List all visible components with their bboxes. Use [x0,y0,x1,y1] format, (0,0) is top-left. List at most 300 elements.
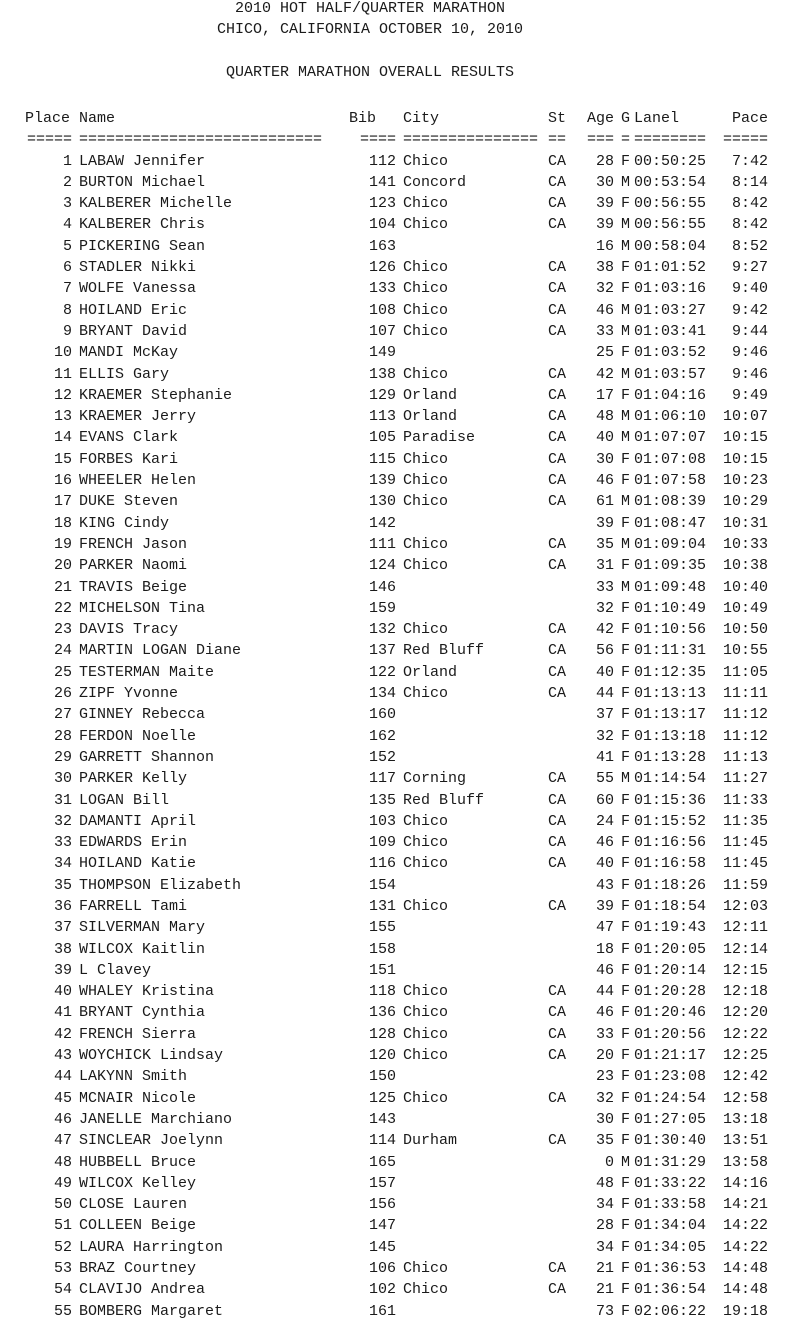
bib-cell: 102 [368,1281,396,1299]
state-cell [548,598,576,619]
lanel-time-cell: 00:56:55 [634,216,707,234]
state-cell [548,1152,576,1173]
age-cell: 47 [595,919,614,937]
place-cell: 14 [53,429,72,447]
age-cell: 33 [595,1025,614,1043]
name-cell: CLOSE Lauren [79,1196,188,1214]
pace-cell: 10:23 [722,472,768,490]
bib-cell: 107 [368,322,396,340]
table-row [25,1194,768,1215]
age-cell: 32 [595,1089,614,1107]
bib-cell: 161 [368,1302,396,1320]
gender-cell: F [621,685,631,703]
pace-cell: 12:58 [722,1089,768,1107]
state-cell [548,747,576,768]
pace-cell: 12:20 [722,1004,768,1022]
pace-cell: 11:13 [722,748,768,766]
city-cell: Corning [403,770,467,788]
age-cell: 24 [595,812,614,830]
state-cell: CA [548,1025,567,1043]
name-cell: L Clavey [79,961,152,979]
place-cell: 26 [53,685,72,703]
state-cell: CA [548,557,567,575]
age-cell: 20 [595,1047,614,1065]
gender-cell: M [621,173,631,191]
place-cell: 4 [62,216,72,234]
state-cell: CA [548,535,567,553]
city-cell: Chico [403,557,449,575]
pace-cell: 14:22 [722,1238,768,1256]
table-row [25,342,768,363]
pace-cell: 9:46 [731,344,768,362]
pace-cell: 8:52 [731,237,768,255]
place-cell: 33 [53,834,72,852]
name-cell: ELLIS Gary [79,365,170,383]
pace-cell: 10:40 [722,578,768,596]
pace-cell: 11:12 [722,706,768,724]
table-row [25,683,768,704]
table-row [25,1215,768,1236]
state-cell: CA [548,450,567,468]
pace-cell: 11:59 [722,876,768,894]
city-cell [403,1215,548,1236]
bib-cell: 124 [368,557,396,575]
bib-cell: 108 [368,301,396,319]
bib-cell: 134 [368,685,396,703]
table-row [25,811,768,832]
state-cell [548,960,576,981]
bib-cell: 130 [368,493,396,511]
place-cell: 51 [53,1217,72,1235]
place-cell: 11 [53,365,72,383]
city-cell: Chico [403,1025,449,1043]
age-cell: 46 [595,301,614,319]
city-cell: Chico [403,195,449,213]
age-cell: 44 [595,983,614,1001]
lanel-time-cell: 01:01:52 [634,259,707,277]
bib-cell: 160 [368,706,396,724]
event-location-date: CHICO, CALIFORNIA OCTOBER 10, 2010 [216,21,524,38]
city-cell [403,1194,548,1215]
gender-cell: F [621,280,631,298]
place-cell: 29 [53,748,72,766]
bib-cell: 147 [368,1217,396,1235]
city-cell: Chico [403,685,449,703]
name-cell: GINNEY Rebecca [79,706,206,724]
gender-cell: F [621,344,631,362]
bib-cell: 139 [368,472,396,490]
city-cell [403,342,548,363]
pace-cell: 10:38 [722,557,768,575]
place-cell: 27 [53,706,72,724]
table-row [25,278,768,299]
name-cell: LABAW Jennifer [79,152,206,170]
table-row [25,555,768,576]
age-cell: 46 [595,1004,614,1022]
lanel-time-cell: 00:56:55 [634,195,707,213]
pace-cell: 8:14 [731,173,768,191]
gender-cell: F [621,1217,631,1235]
bib-cell: 163 [368,237,396,255]
table-row [25,1301,768,1322]
lanel-time-cell: 01:18:26 [634,876,707,894]
place-cell: 17 [53,493,72,511]
bib-cell: 109 [368,834,396,852]
age-cell: 44 [595,685,614,703]
city-cell [403,939,548,960]
bib-cell: 117 [368,770,396,788]
state-cell: CA [548,301,567,319]
pace-cell: 11:45 [722,855,768,873]
bib-cell: 154 [368,876,396,894]
city-cell [403,960,548,981]
lanel-time-cell: 01:20:46 [634,1004,707,1022]
place-cell: 38 [53,940,72,958]
state-cell [548,1173,576,1194]
bib-cell: 113 [368,408,396,426]
age-cell: 41 [595,748,614,766]
gender-cell: F [621,855,631,873]
table-row [25,236,768,257]
gender-cell: M [621,216,631,234]
table-row [25,768,768,789]
gender-cell: F [621,663,631,681]
name-cell: WOYCHICK Lindsay [79,1047,224,1065]
city-cell [403,1237,548,1258]
state-cell [548,1301,576,1322]
bib-cell: 156 [368,1196,396,1214]
gender-cell: F [621,1025,631,1043]
lanel-time-cell: 01:12:35 [634,663,707,681]
pace-cell: 13:51 [722,1132,768,1150]
table-row [25,321,768,342]
city-cell: Chico [403,812,449,830]
age-cell: 46 [595,834,614,852]
name-cell: PARKER Kelly [79,770,188,788]
lanel-time-cell: 01:03:57 [634,365,707,383]
name-cell: DUKE Steven [79,493,179,511]
pace-cell: 10:07 [722,408,768,426]
table-row [25,172,768,193]
lanel-time-cell: 01:10:56 [634,621,707,639]
lanel-time-cell: 00:53:54 [634,173,707,191]
table-row [25,257,768,278]
table-row [25,300,768,321]
city-cell: Chico [403,280,449,298]
lanel-time-cell: 01:13:17 [634,706,707,724]
gender-cell: F [621,748,631,766]
gender-cell: M [621,301,631,319]
lanel-time-cell: 01:15:52 [634,812,707,830]
state-cell: CA [548,152,567,170]
bib-cell: 123 [368,195,396,213]
lanel-time-cell: 01:20:05 [634,940,707,958]
age-cell: 17 [595,386,614,404]
bib-cell: 162 [368,727,396,745]
gender-cell: F [621,1004,631,1022]
pace-cell: 9:44 [731,322,768,340]
pace-cell: 14:22 [722,1217,768,1235]
name-cell: JANELLE Marchiano [79,1110,233,1128]
pace-cell: 9:46 [731,365,768,383]
gender-cell: F [621,195,631,213]
table-row [25,619,768,640]
lanel-time-cell: 01:14:54 [634,770,707,788]
age-cell: 40 [595,663,614,681]
state-cell: CA [548,770,567,788]
bib-cell: 142 [368,514,396,532]
pace-cell: 9:27 [731,259,768,277]
table-row [25,427,768,448]
state-cell: CA [548,812,567,830]
place-cell: 37 [53,919,72,937]
city-cell [403,577,548,598]
place-cell: 9 [62,322,72,340]
city-cell: Chico [403,472,449,490]
gender-cell: M [621,429,631,447]
state-cell: CA [548,685,567,703]
place-cell: 13 [53,408,72,426]
lanel-time-cell: 01:20:56 [634,1025,707,1043]
state-cell [548,342,576,363]
separator-name: =========================== [79,131,323,149]
lanel-time-cell: 01:34:04 [634,1217,707,1235]
city-cell: Chico [403,259,449,277]
state-cell [548,1109,576,1130]
table-row [25,1173,768,1194]
lanel-time-cell: 01:33:58 [634,1196,707,1214]
separator-gender: = [621,131,631,149]
bib-cell: 141 [368,173,396,191]
name-cell: BOMBERG Margaret [79,1302,224,1320]
gender-cell: F [621,1110,631,1128]
gender-cell: F [621,983,631,1001]
table-row [25,214,768,235]
place-cell: 49 [53,1174,72,1192]
header-age: Age [586,110,614,127]
header-city: City [403,110,440,127]
place-cell: 19 [53,535,72,553]
lanel-time-cell: 01:13:28 [634,748,707,766]
name-cell: FRENCH Sierra [79,1025,197,1043]
place-cell: 16 [53,472,72,490]
separator-place: ===== [26,131,72,149]
gender-cell: F [621,1089,631,1107]
lanel-time-cell: 01:03:16 [634,280,707,298]
age-cell: 32 [595,280,614,298]
state-cell: CA [548,216,567,234]
pace-cell: 10:15 [722,429,768,447]
name-cell: LAKYNN Smith [79,1068,188,1086]
place-cell: 34 [53,855,72,873]
name-cell: FORBES Kari [79,450,179,468]
bib-cell: 155 [368,919,396,937]
table-row [25,1258,768,1279]
place-cell: 15 [53,450,72,468]
table-row [25,747,768,768]
table-row [25,1237,768,1258]
lanel-time-cell: 01:36:54 [634,1281,707,1299]
lanel-time-cell: 00:50:25 [634,152,707,170]
bib-cell: 149 [368,344,396,362]
pace-cell: 11:05 [722,663,768,681]
pace-cell: 12:03 [722,897,768,915]
age-cell: 33 [595,578,614,596]
place-cell: 48 [53,1153,72,1171]
bib-cell: 131 [368,897,396,915]
name-cell: SILVERMAN Mary [79,919,206,937]
place-cell: 41 [53,1004,72,1022]
city-cell: Orland [403,408,458,426]
state-cell [548,917,576,938]
place-cell: 30 [53,770,72,788]
table-row [25,1152,768,1173]
name-cell: WHALEY Kristina [79,983,215,1001]
age-cell: 73 [595,1302,614,1320]
gender-cell: F [621,834,631,852]
pace-cell: 10:55 [722,642,768,660]
bib-cell: 135 [368,791,396,809]
name-cell: BRYANT Cynthia [79,1004,206,1022]
state-cell: CA [548,386,567,404]
city-cell: Orland [403,663,458,681]
table-row [25,491,768,512]
lanel-time-cell: 01:27:05 [634,1110,707,1128]
age-cell: 35 [595,1132,614,1150]
table-row [25,577,768,598]
gender-cell: F [621,514,631,532]
age-cell: 34 [595,1196,614,1214]
bib-cell: 150 [368,1068,396,1086]
header-gender: G [621,110,631,127]
separator-bib: ==== [359,131,396,149]
lanel-time-cell: 01:08:47 [634,514,707,532]
city-cell: Chico [403,621,449,639]
place-cell: 21 [53,578,72,596]
bib-cell: 137 [368,642,396,660]
name-cell: KING Cindy [79,514,170,532]
gender-cell: M [621,322,631,340]
pace-cell: 14:48 [722,1260,768,1278]
age-cell: 30 [595,1110,614,1128]
place-cell: 12 [53,386,72,404]
lanel-time-cell: 01:20:14 [634,961,707,979]
place-cell: 20 [53,557,72,575]
table-row [25,449,768,470]
name-cell: SINCLEAR Joelynn [79,1132,224,1150]
pace-cell: 11:35 [722,812,768,830]
name-cell: HOILAND Katie [79,855,197,873]
place-cell: 40 [53,983,72,1001]
city-cell [403,598,548,619]
gender-cell: F [621,1047,631,1065]
age-cell: 37 [595,706,614,724]
age-cell: 0 [604,1153,614,1171]
age-cell: 32 [595,599,614,617]
age-cell: 60 [595,791,614,809]
state-cell [548,726,576,747]
state-cell: CA [548,1132,567,1150]
lanel-time-cell: 01:33:22 [634,1174,707,1192]
name-cell: KALBERER Michelle [79,195,233,213]
age-cell: 34 [595,1238,614,1256]
lanel-time-cell: 01:13:18 [634,727,707,745]
age-cell: 39 [595,195,614,213]
name-cell: WHEELER Helen [79,472,197,490]
age-cell: 21 [595,1281,614,1299]
bib-cell: 132 [368,621,396,639]
state-cell: CA [548,1260,567,1278]
lanel-time-cell: 01:36:53 [634,1260,707,1278]
city-cell [403,875,548,896]
state-cell: CA [548,855,567,873]
table-row [25,662,768,683]
name-cell: EVANS Clark [79,429,179,447]
city-cell: Orland [403,386,458,404]
state-cell: CA [548,429,567,447]
age-cell: 40 [595,855,614,873]
pace-cell: 14:16 [722,1174,768,1192]
place-cell: 50 [53,1196,72,1214]
name-cell: MCNAIR Nicole [79,1089,197,1107]
gender-cell: F [621,152,631,170]
age-cell: 33 [595,322,614,340]
gender-cell: F [621,940,631,958]
table-row [25,193,768,214]
lanel-time-cell: 01:09:48 [634,578,707,596]
name-cell: BRYANT David [79,322,188,340]
name-cell: THOMPSON Elizabeth [79,876,242,894]
state-cell: CA [548,322,567,340]
city-cell [403,704,548,725]
state-cell: CA [548,621,567,639]
table-row [25,534,768,555]
city-cell [403,513,548,534]
pace-cell: 9:42 [731,301,768,319]
name-cell: KRAEMER Stephanie [79,386,233,404]
name-cell: LOGAN Bill [79,791,170,809]
name-cell: MARTIN LOGAN Diane [79,642,242,660]
bib-cell: 145 [368,1238,396,1256]
place-cell: 10 [53,344,72,362]
pace-cell: 8:42 [731,195,768,213]
lanel-time-cell: 01:10:49 [634,599,707,617]
place-cell: 43 [53,1047,72,1065]
header-separator-row [25,129,768,150]
age-cell: 16 [595,237,614,255]
table-row [25,1045,768,1066]
header-st: St [548,110,567,127]
pace-cell: 12:22 [722,1025,768,1043]
state-cell [548,1237,576,1258]
age-cell: 21 [595,1260,614,1278]
age-cell: 18 [595,940,614,958]
table-row [25,704,768,725]
lanel-time-cell: 01:15:36 [634,791,707,809]
place-cell: 46 [53,1110,72,1128]
gender-cell: F [621,450,631,468]
age-cell: 39 [595,514,614,532]
place-cell: 22 [53,599,72,617]
document-title: 2010 HOT HALF/QUARTER MARATHON [234,0,506,17]
table-row [25,385,768,406]
state-cell [548,513,576,534]
age-cell: 23 [595,1068,614,1086]
bib-cell: 151 [368,961,396,979]
city-cell [403,236,548,257]
pace-cell: 8:42 [731,216,768,234]
gender-cell: F [621,812,631,830]
